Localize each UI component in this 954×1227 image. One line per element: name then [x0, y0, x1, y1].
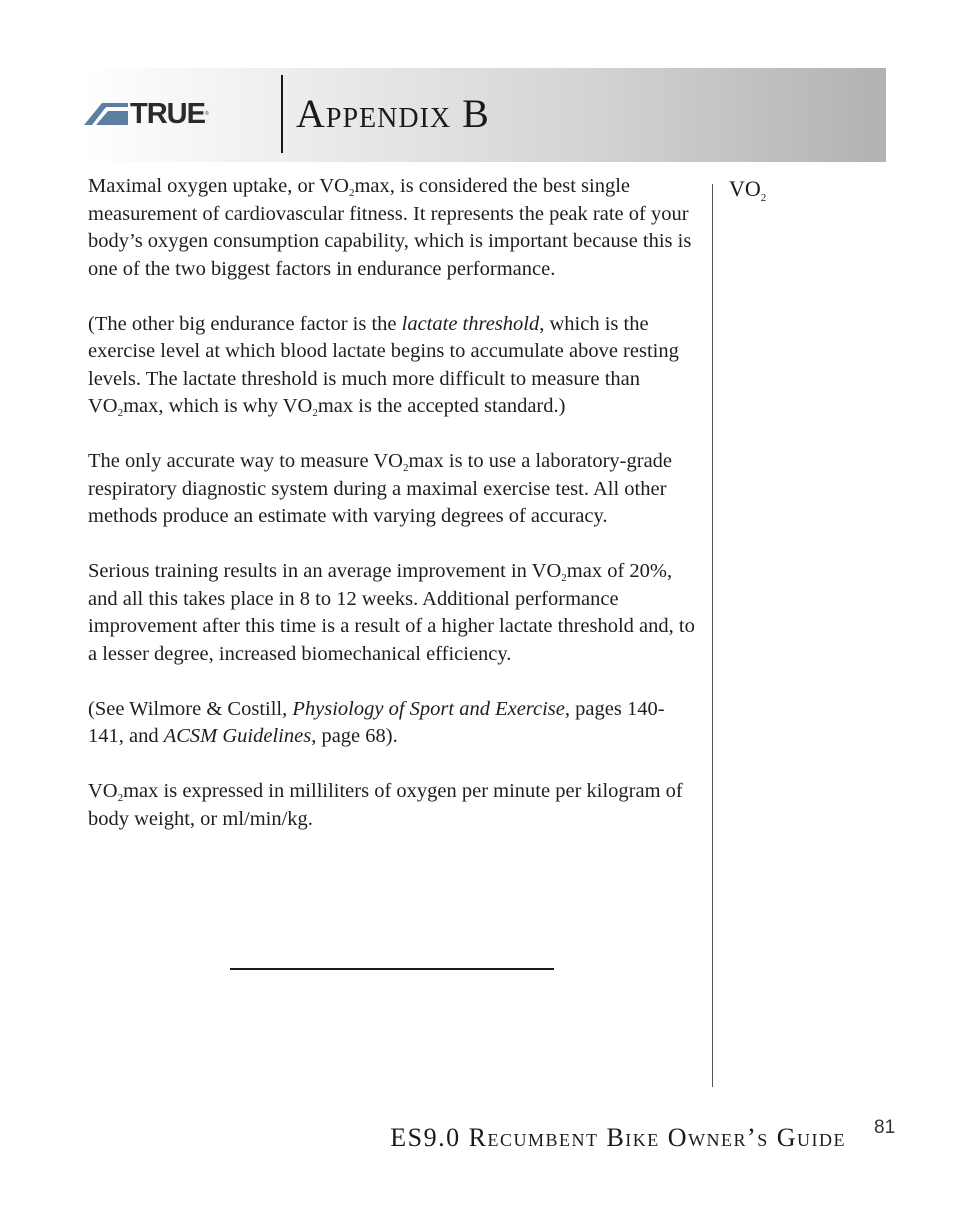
page-number: 81: [874, 1117, 896, 1138]
header-divider: [281, 75, 283, 153]
paragraph-4: Serious training results in an average improvement in $VO_2\max$ of 20%, and all this takes place in 8 to 12 weeks. Additional performance improvement after this time is a result of a higher lactate threshold and, to a lesser degree, increased biomechanical efficiency.: [88, 560, 695, 665]
section-end-rule: [230, 968, 554, 970]
footer-title: ES9.0 Recumbent Bike Owner’s Guide: [390, 1123, 846, 1152]
logo-trademark: ®: [204, 111, 209, 117]
page-title: Appendix B: [296, 91, 490, 136]
true-swoosh-icon: [84, 103, 128, 125]
paragraph-2: (The other big endurance factor is the lactate threshold, which is the exercise level at which blood lactate begins to accumulate above resting levels. The lactate threshold is much more difficult to measure than $VO_2\max$, which is why $VO_2\max$ is the accepted standard.): [88, 312, 679, 419]
paragraph-1: Maximal oxygen uptake, or $VO_2\max$, is considered the best single measurement of cardiovascular fitness. It represents the peak rate of your body’s oxygen consumption capability, which is important because this is one of the two biggest factors in endurance performance.: [88, 175, 692, 280]
sidebar-heading: $VO_2$: [729, 176, 767, 204]
paragraph-5: (See Wilmore & Costill, Physiology of Sport and Exercise, pages 140-141, and ACSM Guidelines, page 68).: [88, 697, 665, 747]
paragraph-3: The only accurate way to measure $VO_2\max$ is to use a laboratory-grade respiratory diagnostic system during a maximal exercise test. All other methods produce an estimate with varying degrees of accuracy.: [88, 450, 673, 527]
body-text: [88, 173, 700, 861]
paragraph-6: $VO_2\max$ is expressed in milliliters of oxygen per minute per kilogram of body weight, or ml/min/kg.: [88, 780, 683, 830]
sidebar-divider: [712, 184, 713, 1087]
logo-text: TRUE: [130, 98, 205, 130]
true-logo: [84, 100, 209, 128]
